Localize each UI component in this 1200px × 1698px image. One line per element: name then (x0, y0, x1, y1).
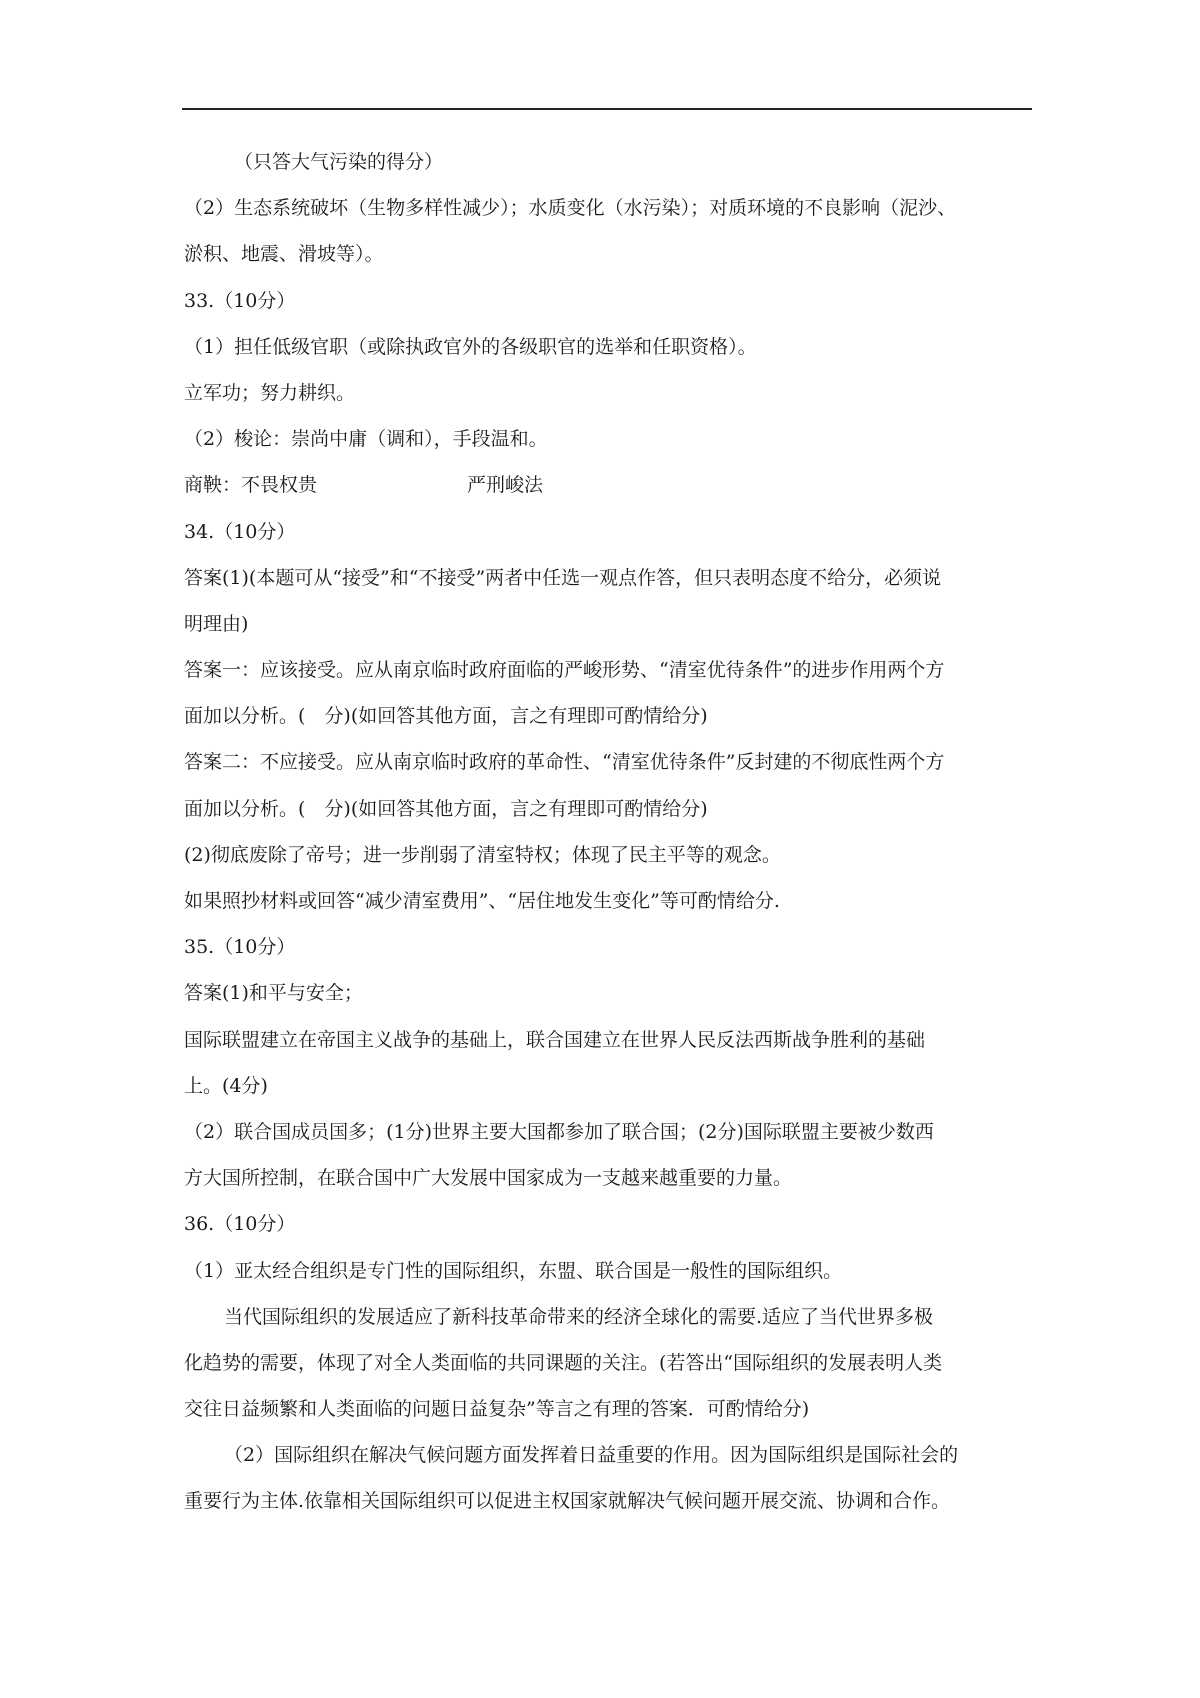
text-line: 交往日益频繁和人类面临的问题日益复杂”等言之有理的答案．可酌情给分) (184, 1398, 810, 1421)
text-line: 面加以分析。( 分)(如回答其他方面，言之有理即可酌情给分) (184, 705, 708, 728)
text-segment: 严刑峻法 (467, 474, 544, 497)
text-line: 方大国所控制，在联合国中广大发展中国家成为一支越来越重要的力量。 (184, 1167, 793, 1190)
answer-document (184, 150, 1032, 1536)
text-line: （1）亚太经合组织是专门性的国际组织，东盟、联合国是一般性的国际组织。 (184, 1259, 843, 1282)
text-line: 答案(1)和平与安全； (184, 982, 363, 1005)
text-line: （2）梭论：崇尚中庸（调和），手段温和。 (184, 428, 548, 451)
text-line: （2）国际组织在解决气候问题方面发挥着日益重要的作用。因为国际组织是国际社会的 (224, 1444, 959, 1467)
text-line: (2)彻底废除了帝号；进一步削弱了清室特权；体现了民主平等的观念。 (184, 843, 781, 866)
text-line: 面加以分析。( 分)(如回答其他方面，言之有理即可酌情给分) (184, 797, 708, 820)
text-line: 当代国际组织的发展适应了新科技革命带来的经济全球化的需要.适应了当代世界多极 (224, 1305, 934, 1328)
text-line (184, 473, 1032, 497)
text-line: 立军功；努力耕织。 (184, 381, 356, 404)
text-line: 答案一：应该接受。应从南京临时政府面临的严峻形势、“清室优待条件”的进步作用两个方 (184, 659, 945, 682)
question-heading-35: 35.（10分） (184, 936, 296, 959)
text-line: （只答大气污染的得分） (234, 151, 444, 173)
text-line: 上。(4分) (184, 1074, 268, 1097)
question-heading-33: 33.（10分） (184, 289, 296, 312)
text-segment: 商鞅：不畏权贵 (184, 474, 318, 497)
text-line: （2）生态系统破坏（生物多样性减少）；水质变化（水污染）；对质环境的不良影响（泥沙、 (184, 197, 957, 220)
text-line: 明理由) (184, 612, 249, 635)
text-line: 如果照抄材料或回答“减少清室费用”、“居住地发生变化”等可酌情给分. (184, 890, 780, 912)
header-rule (182, 108, 1032, 110)
text-line: 答案(1)(本题可从“接受”和“不接受”两者中任选一观点作答，但只表明态度不给分，必须说 (184, 566, 942, 589)
text-line: 答案二：不应接受。应从南京临时政府的革命性、“清室优待条件”反封建的不彻底性两个方 (184, 751, 945, 774)
question-heading-36: 36.（10分） (184, 1213, 296, 1236)
text-line: 淤积、地震、滑坡等）。 (184, 243, 384, 266)
question-heading-34: 34.（10分） (184, 520, 296, 543)
text-line: 重要行为主体.依靠相关国际组织可以促进主权国家就解决气候问题开展交流、协调和合作。 (184, 1490, 951, 1513)
text-line: （1）担任低级官职（或除执政官外的各级职官的选举和任职资格）。 (184, 335, 757, 358)
text-line: （2）联合国成员国多；(1分)世界主要大国都参加了联合国；(2分)国际联盟主要被少数西 (184, 1120, 934, 1143)
text-line: 化趋势的需要，体现了对全人类面临的共同课题的关注。(若答出“国际组织的发展表明人类 (184, 1351, 943, 1374)
text-line: 国际联盟建立在帝国主义战争的基础上，联合国建立在世界人民反法西斯战争胜利的基础 (184, 1028, 926, 1051)
